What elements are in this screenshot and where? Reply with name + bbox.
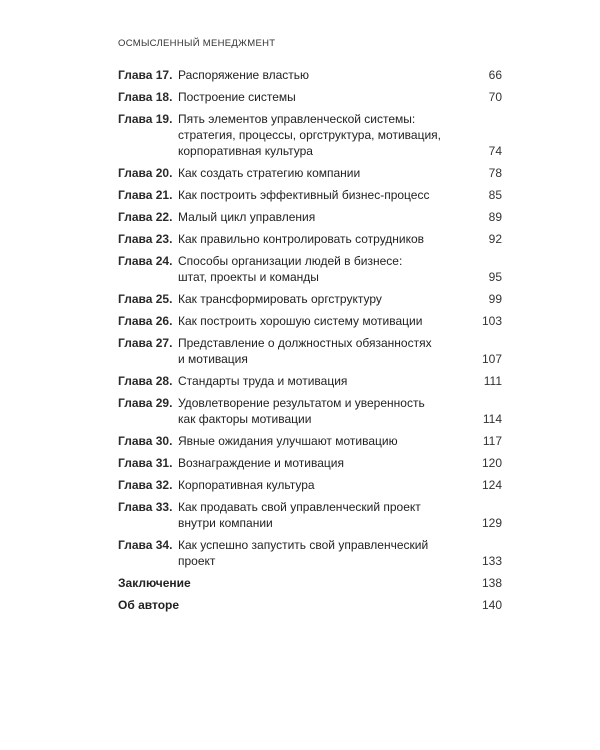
toc-entry[interactable] [118, 477, 502, 493]
page-number: 89 [488, 210, 502, 224]
chapter-title-line: как факторы мотивации [178, 412, 312, 426]
page-number: 111 [483, 374, 502, 388]
chapter-title-line: Как трансформировать оргструктуру [178, 292, 382, 306]
chapter-title-line: Как создать стратегию компании [178, 166, 361, 180]
page-number: 140 [481, 598, 502, 612]
page-number: 103 [481, 314, 502, 328]
chapter-number: Глава 33. [118, 500, 173, 514]
toc-entry[interactable] [118, 455, 502, 471]
chapter-title [178, 209, 468, 225]
chapter-number: Глава 26. [118, 314, 173, 328]
chapter-number: Глава 34. [118, 538, 173, 552]
chapter-title [178, 373, 468, 389]
toc-entry[interactable] [118, 433, 502, 449]
chapter-title-line: штат, проекты и команды [178, 270, 319, 284]
chapter-title-line: Стандарты труда и мотивация [178, 374, 348, 388]
chapter-title-line: проект [178, 554, 216, 568]
page-number: 107 [481, 352, 502, 366]
chapter-title-line: Распоряжение властью [178, 68, 310, 82]
chapter-title-line: Корпоративная культура [178, 478, 315, 492]
toc-entry-closing[interactable] [118, 597, 502, 613]
chapter-title-line: Пять элементов управленческой системы: [178, 112, 416, 126]
chapter-number: Глава 28. [118, 374, 173, 388]
toc-entry[interactable] [118, 187, 502, 203]
table-of-contents [118, 67, 502, 619]
chapter-title-line: корпоративная культура [178, 144, 313, 158]
page-number: 117 [482, 434, 502, 448]
page-number: 99 [488, 292, 502, 306]
chapter-number: Глава 30. [118, 434, 173, 448]
chapter-title [178, 231, 468, 247]
chapter-number: Глава 22. [118, 210, 173, 224]
chapter-title [178, 537, 468, 569]
page-number: 95 [488, 270, 502, 284]
chapter-title [178, 499, 468, 531]
chapter-title [178, 187, 468, 203]
chapter-title-line: Как построить эффективный бизнес-процесс [178, 188, 430, 202]
toc-entry[interactable] [118, 313, 502, 329]
chapter-title [178, 433, 468, 449]
chapter-number: Глава 20. [118, 166, 173, 180]
chapter-number: Глава 18. [118, 90, 173, 104]
page-number: 74 [488, 144, 502, 158]
toc-entry[interactable] [118, 231, 502, 247]
chapter-title-line: Построение системы [178, 90, 296, 104]
chapter-number: Глава 27. [118, 336, 173, 350]
chapter-title-line: Как успешно запустить свой управленческий [178, 538, 429, 552]
chapter-title [178, 455, 468, 471]
toc-entry[interactable] [118, 395, 502, 427]
chapter-number: Глава 29. [118, 396, 173, 410]
toc-entry[interactable] [118, 499, 502, 531]
chapter-number: Глава 25. [118, 292, 173, 306]
toc-entry[interactable] [118, 165, 502, 181]
chapter-title [178, 67, 468, 83]
chapter-title [178, 335, 468, 367]
chapter-title [178, 477, 468, 493]
toc-entry[interactable] [118, 67, 502, 83]
page-number: 85 [488, 188, 502, 202]
toc-entry[interactable] [118, 335, 502, 367]
page-number: 78 [488, 166, 502, 180]
chapter-title-line: Способы организации людей в бизнесе: [178, 254, 403, 268]
chapter-title-line: Явные ожидания улучшают мотивацию [178, 434, 398, 448]
chapter-title-line: Как правильно контролировать сотрудников [178, 232, 425, 246]
page-number: 70 [488, 90, 502, 104]
running-head: ОСМЫСЛЕННЫЙ МЕНЕДЖМЕНТ [118, 38, 276, 49]
chapter-number: Глава 24. [118, 254, 173, 268]
chapter-number: Глава 19. [118, 112, 173, 126]
page-number: 120 [481, 456, 502, 470]
toc-entry[interactable] [118, 111, 502, 159]
section-title: Заключение [118, 576, 191, 590]
chapter-title-line: Вознаграждение и мотивация [178, 456, 344, 470]
chapter-title-line: внутри компании [178, 516, 273, 530]
chapter-title [178, 395, 468, 427]
chapter-number: Глава 21. [118, 188, 173, 202]
chapter-title-line: и мотивация [178, 352, 248, 366]
chapter-title [178, 165, 468, 181]
page-number: 124 [481, 478, 502, 492]
page-number: 92 [488, 232, 502, 246]
chapter-title [178, 313, 468, 329]
chapter-title [178, 89, 468, 105]
page-number: 66 [488, 68, 502, 82]
chapter-number: Глава 17. [118, 68, 173, 82]
chapter-title-line: Как продавать свой управленческий проект [178, 500, 421, 514]
toc-entry[interactable] [118, 253, 502, 285]
chapter-title [178, 111, 468, 159]
toc-entry[interactable] [118, 537, 502, 569]
chapter-title [178, 253, 468, 285]
chapter-number: Глава 32. [118, 478, 173, 492]
chapter-number: Глава 23. [118, 232, 173, 246]
page-number: 133 [481, 554, 502, 568]
chapter-title-line: Представление о должностных обязанностях [178, 336, 432, 350]
chapter-number: Глава 31. [118, 456, 173, 470]
toc-entry[interactable] [118, 89, 502, 105]
toc-entry[interactable] [118, 209, 502, 225]
page-number: 114 [482, 412, 502, 426]
page-number: 138 [481, 576, 502, 590]
toc-entry-closing[interactable] [118, 575, 502, 591]
chapter-title [178, 291, 468, 307]
toc-entry[interactable] [118, 373, 502, 389]
chapter-title-line: стратегия, процессы, оргструктура, мотивация, [178, 128, 441, 142]
chapter-title-line: Удовлетворение результатом и уверенность [178, 396, 425, 410]
page-number: 129 [481, 516, 502, 530]
section-title: Об авторе [118, 598, 180, 612]
chapter-title-line: Малый цикл управления [178, 210, 316, 224]
chapter-title-line: Как построить хорошую систему мотивации [178, 314, 423, 328]
toc-entry[interactable] [118, 291, 502, 307]
